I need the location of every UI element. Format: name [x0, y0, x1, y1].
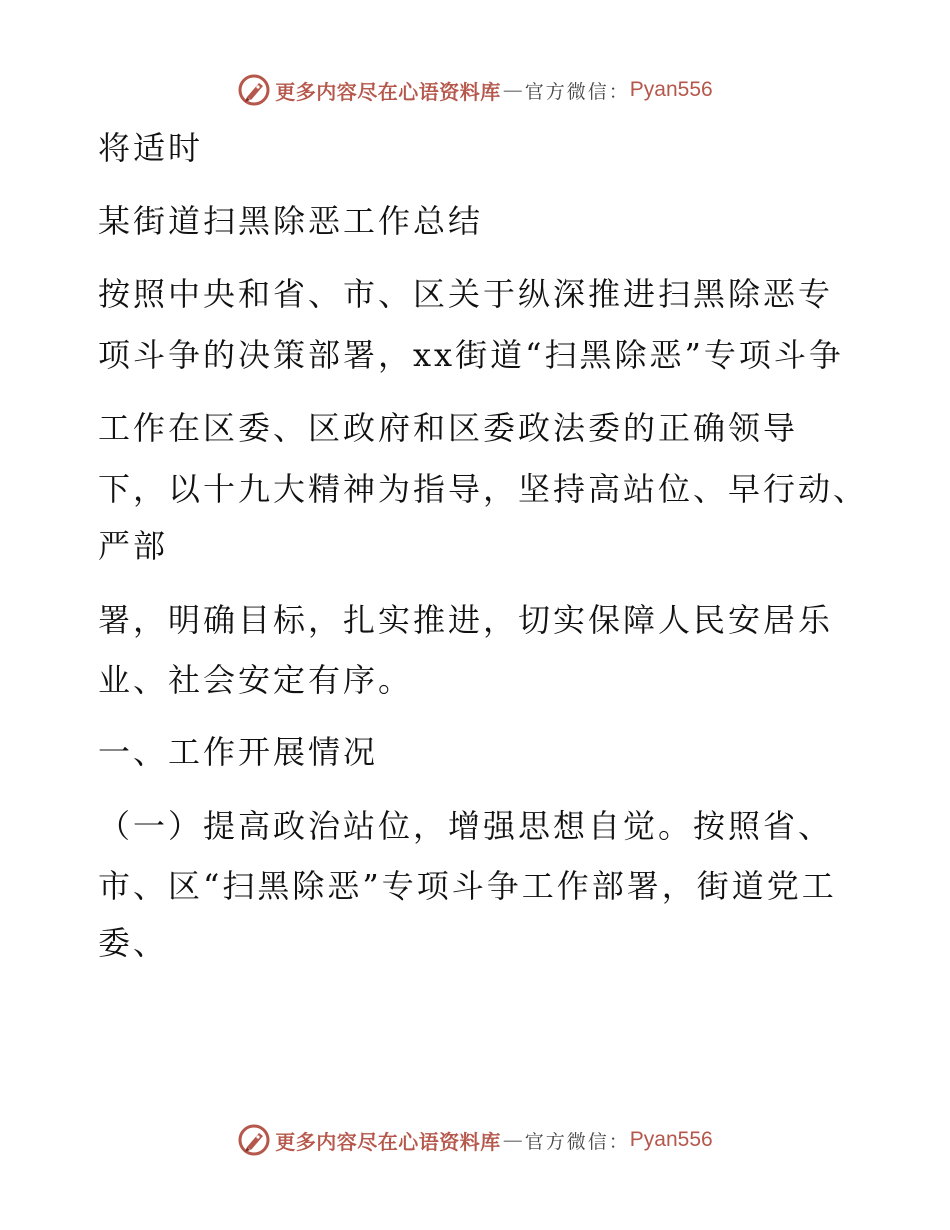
doc-title: 某街道扫黑除恶工作总结 [98, 202, 484, 240]
banner-dash: — [502, 78, 523, 102]
doc-line: （一）提高政治站位，增强思想自觉。按照省、 [98, 807, 834, 845]
pen-logo-icon [237, 73, 271, 107]
banner-wechat-label: 官方微信： [524, 80, 630, 103]
doc-line: 业、社会安定有序。 [98, 661, 414, 699]
banner-dash: — [502, 1128, 523, 1152]
doc-line: 市、区“扫黑除恶”专项斗争工作部署，街道党工 [98, 867, 837, 905]
doc-line: 项斗争的决策部署，xx街道“扫黑除恶”专项斗争 [98, 336, 844, 374]
pen-logo-icon [237, 1123, 271, 1157]
banner-wechat-label: 官方微信： [524, 1130, 630, 1153]
footer-banner [0, 1120, 950, 1160]
header-banner [0, 70, 950, 110]
doc-line: 委、 [98, 924, 169, 962]
doc-line: 严部 [98, 527, 169, 565]
doc-line: 署，明确目标，扎实推进，切实保障人民安居乐 [98, 601, 834, 639]
doc-line: 按照中央和省、市、区关于纵深推进扫黑除恶专 [98, 275, 834, 313]
section-heading: 一、工作开展情况 [98, 733, 379, 771]
doc-line: 工作在区委、区政府和区委政法委的正确领导 [98, 409, 799, 447]
banner-text: 更多内容尽在心语资料库 [275, 79, 501, 104]
banner-wechat-id: Pyan556 [629, 78, 713, 101]
banner-text: 更多内容尽在心语资料库 [275, 1129, 501, 1154]
doc-line: 下，以十九大精神为指导，坚持高站位、早行动、 [98, 470, 869, 508]
doc-line: 将适时 [98, 129, 204, 167]
banner-wechat-id: Pyan556 [629, 1128, 713, 1151]
